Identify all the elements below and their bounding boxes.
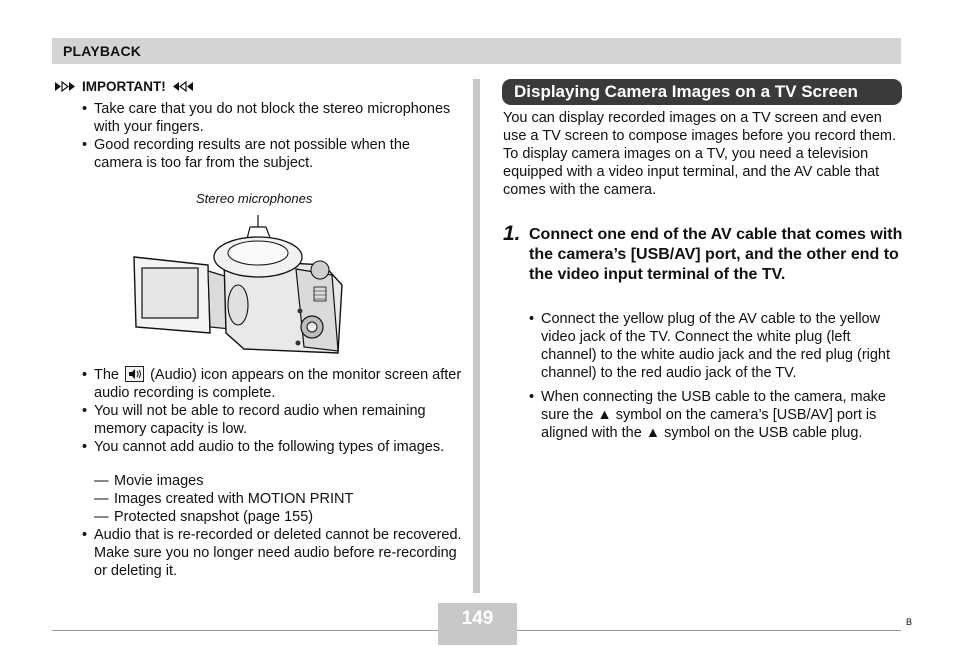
list-item: — Protected snapshot (page 155) xyxy=(94,508,454,526)
list-item: • When connecting the USB cable to the camera, make sure the ▲ symbol on the camera’s [USB/AV] port is aligned with the ▲ symbol on the USB cable plug. xyxy=(529,388,909,442)
list-item: — Movie images xyxy=(94,472,454,490)
corner-mark: B xyxy=(906,617,913,627)
audio-note-suffix: (Audio) icon appears on the monitor screen after audio recording is complete. xyxy=(94,367,462,401)
list-item: • Take care that you do not block the stereo microphones with your fingers. xyxy=(82,100,452,136)
step-text: Connect one end of the AV cable that comes with the camera’s [USB/AV] port, and the other end to the video input terminal of the TV. xyxy=(529,226,903,283)
page-number: 149 xyxy=(461,608,494,629)
arrows-right-icon xyxy=(54,81,76,92)
column-divider xyxy=(473,79,480,593)
intro-paragraph: You can display recorded images on a TV screen and even use a TV screen to compose images before you record them. To display camera images on a TV, you need a television equipped with a video input terminal, and the AV cable that comes with the camera. xyxy=(503,110,897,198)
rerecord-list xyxy=(82,526,462,580)
important-heading xyxy=(54,78,194,95)
list-item xyxy=(82,438,462,456)
cannot-add-text: • You cannot add audio to the following types of images. xyxy=(94,439,445,455)
audio-note-prefix: The xyxy=(94,367,119,383)
section-title: Displaying Camera Images on a TV Screen xyxy=(514,82,858,101)
important-label: IMPORTANT! xyxy=(82,79,166,94)
figure-caption: Stereo microphones xyxy=(196,191,313,206)
page-number-box xyxy=(438,603,517,645)
step-bullets xyxy=(529,310,909,442)
list-item: — Images created with MOTION PRINT xyxy=(94,490,454,508)
audio-icon xyxy=(125,366,144,382)
step-number: 1. xyxy=(503,222,521,245)
section-title-bar xyxy=(502,79,902,105)
list-item: • Good recording results are not possible when the camera is too far from the subject. xyxy=(82,136,452,172)
section-header-label: PLAYBACK xyxy=(63,43,142,59)
image-type-list xyxy=(94,472,454,526)
section-header-bar xyxy=(52,38,901,64)
list-item xyxy=(82,366,462,402)
list-item: • Connect the yellow plug of the AV cable to the yellow video jack of the TV. Connect the white plug (left channel) to the white audio jack and the red plug (right channel) to the red audio jack of the TV. xyxy=(529,310,909,382)
arrows-left-icon xyxy=(172,81,194,92)
list-item: • Audio that is re-recorded or deleted cannot be recovered. Make sure you no longer need audio before re-recording or deleting it. xyxy=(82,526,462,580)
camera-illustration xyxy=(128,215,350,360)
important-list xyxy=(82,100,452,172)
notes-list xyxy=(82,366,462,456)
list-item: • You will not be able to record audio when remaining memory capacity is low. xyxy=(82,402,462,438)
